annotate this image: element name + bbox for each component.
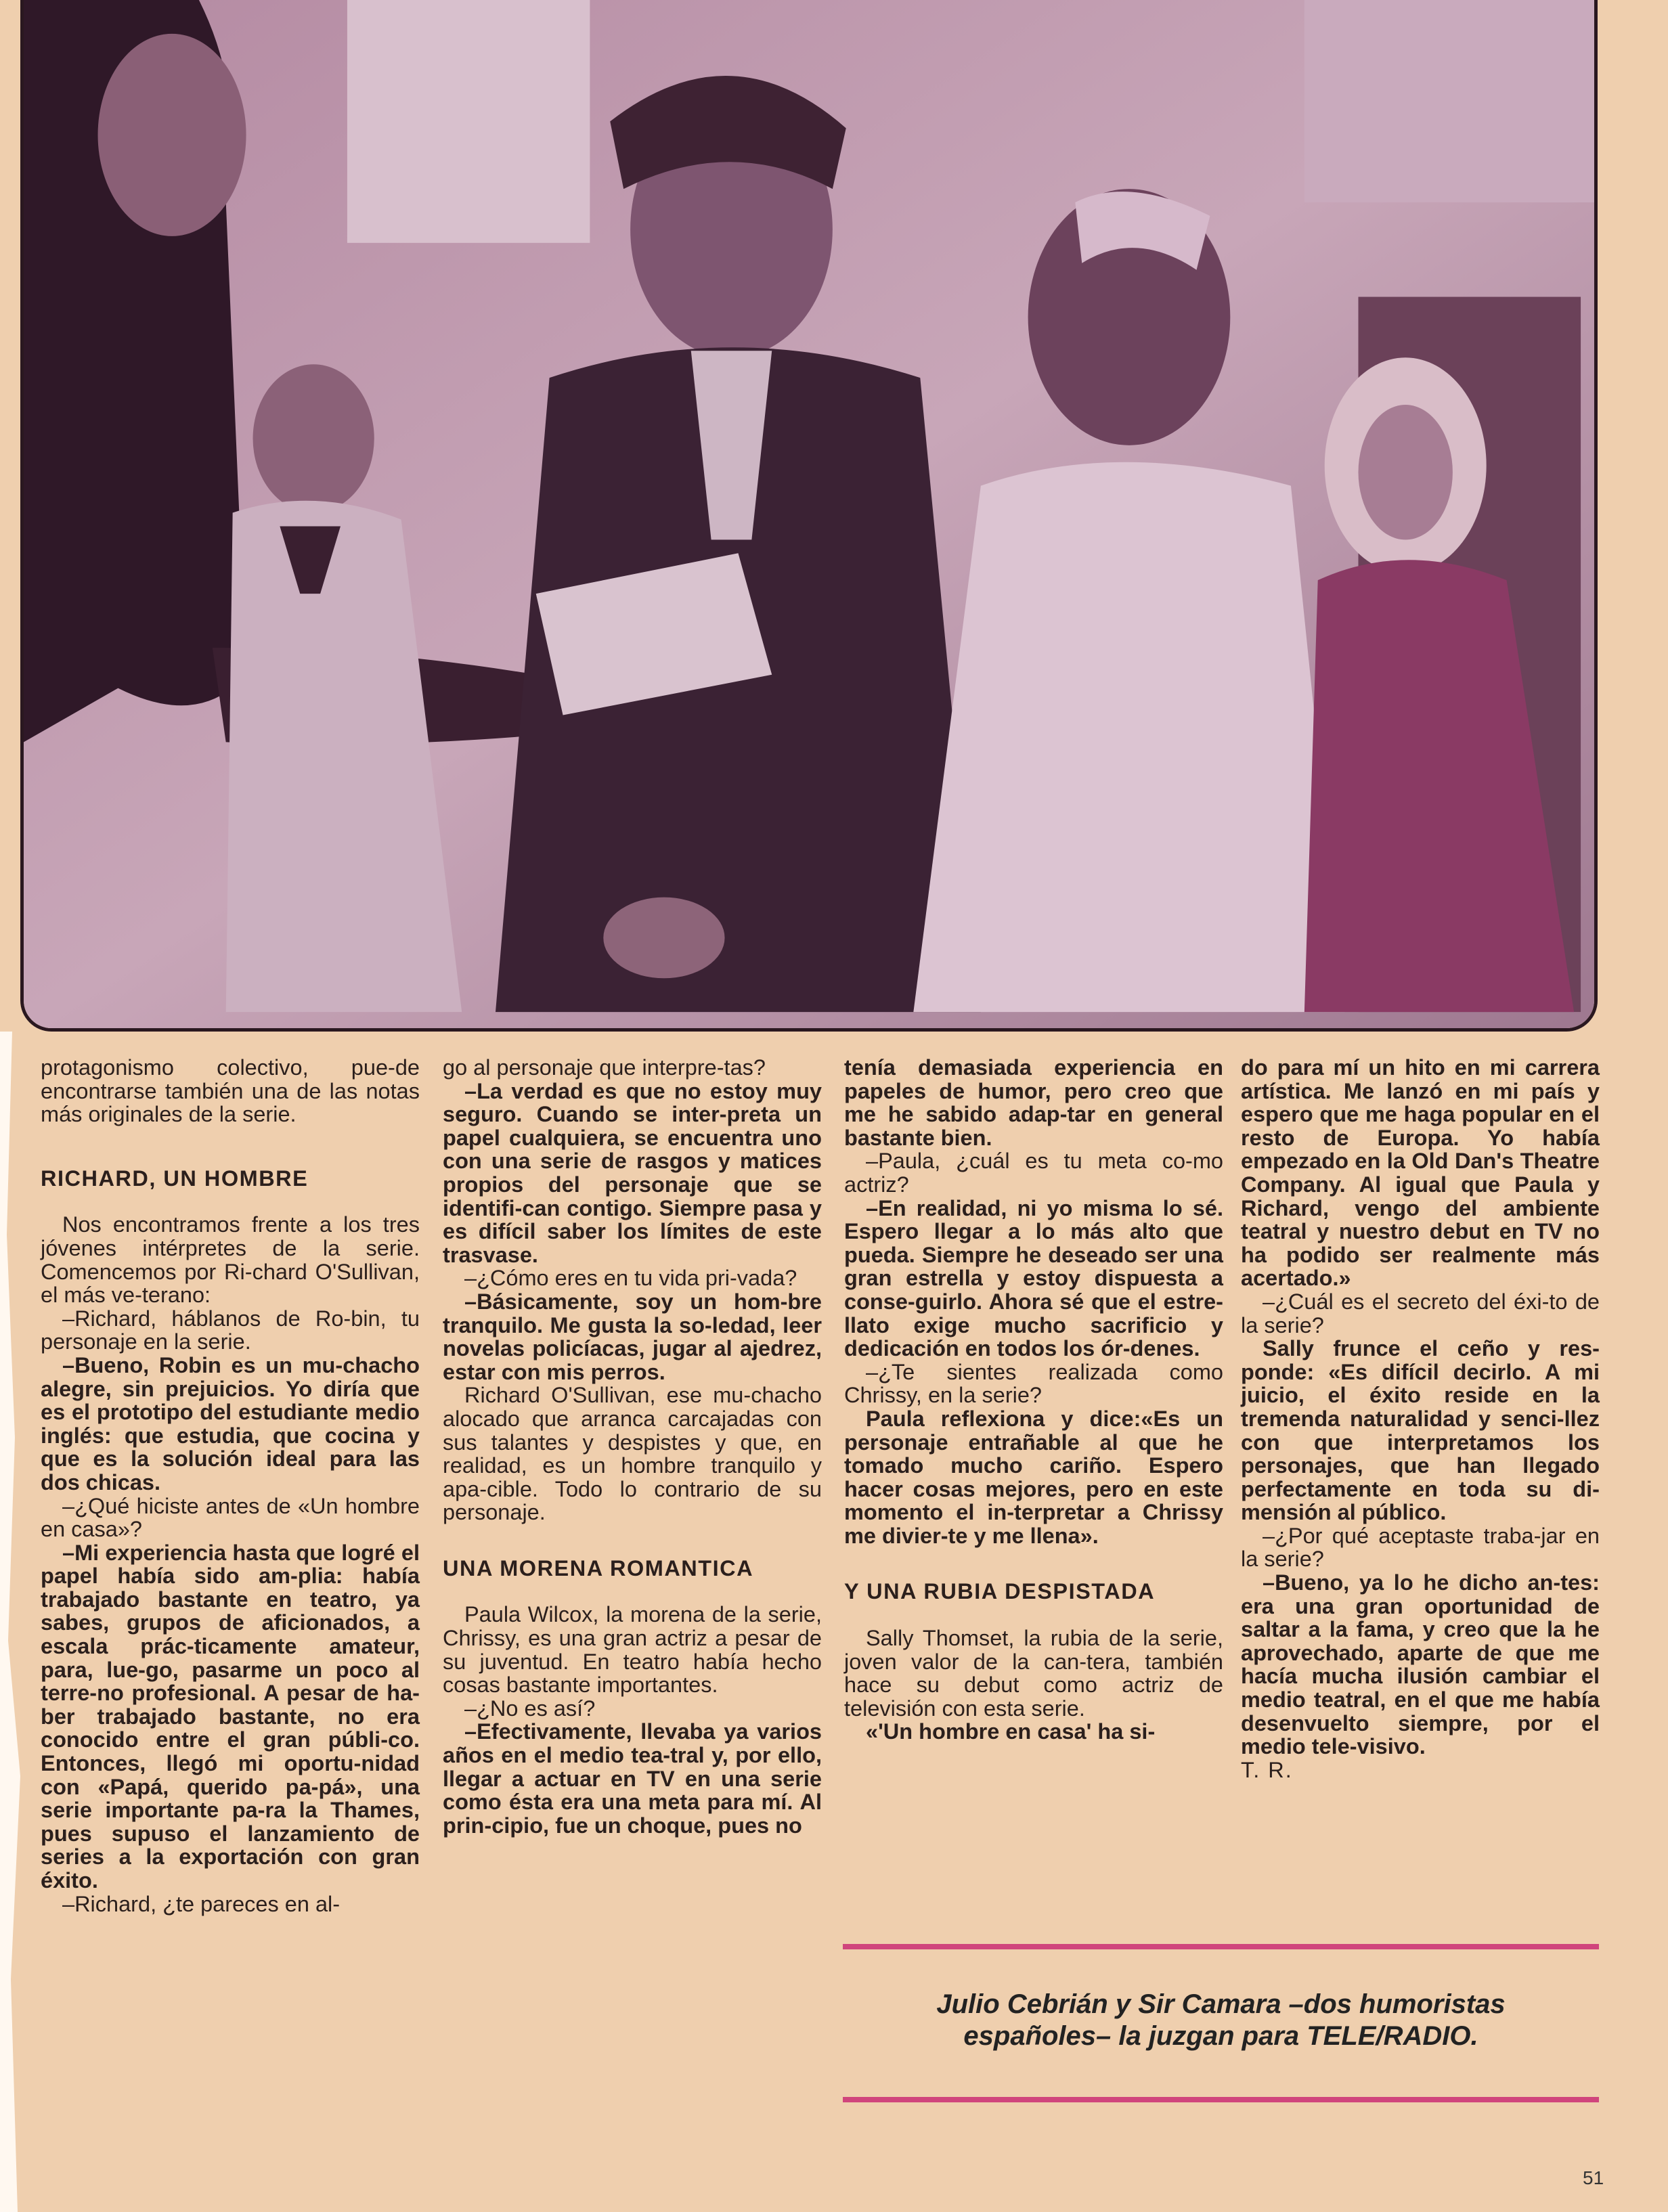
paragraph: Sally frunce el ceño y res-ponde: «Es difícil decirlo. A mi juicio, el éxito reside en la tremenda naturalidad y senci-llez con que interpretamos los personajes, que han llegado perfectamente en toda su di-mensión al público. — [1241, 1336, 1600, 1525]
paragraph: –Básicamente, soy un hom-bre tranquilo. Me gusta la so-ledad, leer novelas policíacas, jugar al ajedrez, estar con mis perros. — [443, 1289, 822, 1384]
torn-edge — [0, 1032, 41, 2212]
boxed-note-line1: Julio Cebrián y Sir Camara –dos humoristas — [936, 1989, 1506, 2019]
paragraph: –Mi experiencia hasta que logré el papel había sido am-plia: había trabajado bastante en teatro, ya sabes, grupos de aficionados, a escala prác-ticamente amateur, para, lue-go, pasarme un poco al terre-no profesional. A pesar de ha-ber trabajado bastante, no era conocido entre el gran públi-co. Entonces, llegó mi oportu-nidad con «Papá, querido pa-pá», una serie importante pa-ra la Thames, pues supuso el lanzamiento de series a la exportación con gran éxito. — [41, 1540, 420, 1893]
wedding-photo — [20, 0, 1598, 1032]
paragraph: protagonismo colectivo, pue-de encontrarse también una de las notas más originales de la serie. — [41, 1055, 420, 1127]
paragraph: do para mí un hito en mi carrera artística. Me lanzó en mi país y espero que me haga popular en el resto de Europa. Yo había empezado en la Old Dan's Theatre Company. Al igual que Paula y Richard, vengo del ambiente teatral y nuestro debut en TV no ha podido ser realmente más acertado.» — [1241, 1055, 1600, 1291]
paragraph: Nos encontramos frente a los tres jóvenes intérpretes de la serie. Comencemos por Ri-chard O'Sullivan, el más ve-terano: — [41, 1212, 420, 1308]
subheading-rubia: Y UNA RUBIA DESPISTADA — [844, 1579, 1156, 1604]
paragraph: –¿Cómo eres en tu vida pri-vada? — [464, 1266, 797, 1291]
paragraph: Richard O'Sullivan, ese mu-chacho alocado que arranca carcajadas con sus talantes y despistes y que, en realidad, es un hombre tranquilo y apa-cible. Todo lo contrario de su personaje. — [443, 1383, 822, 1525]
boxed-note — [843, 1989, 1599, 2052]
paragraph: –Paula, ¿cuál es tu meta co-mo actriz? — [844, 1149, 1223, 1197]
paragraph: –Richard, ¿te pareces en al- — [62, 1891, 341, 1916]
paragraph: –¿Qué hiciste antes de «Un hombre en casa»? — [41, 1493, 420, 1542]
paragraph: Paula Wilcox, la morena de la serie, Chrissy, es una gran actriz a pesar de su juventud. En teatro había hecho cosas bastante importantes. — [443, 1602, 822, 1698]
boxed-note-line2: españoles– la juzgan para TELE/RADIO. — [963, 2021, 1478, 2051]
paragraph: go al personaje que interpre-tas? — [443, 1055, 766, 1080]
wedding-scene-photo-icon — [24, 0, 1594, 1028]
column-2 — [443, 1056, 822, 1837]
paragraph: –Bueno, Robin es un mu-chacho alegre, sin prejuicios. Yo diría que es el prototipo del estudiante medio inglés: que estudia, que cocina y que es la solución ideal para las dos chicas. — [41, 1352, 420, 1495]
paragraph: –¿Cuál es el secreto del éxi-to de la serie? — [1241, 1289, 1600, 1337]
column-3 — [844, 1056, 1223, 1744]
column-4 — [1241, 1056, 1600, 1782]
subheading-richard: RICHARD, UN HOMBRE — [41, 1166, 309, 1191]
paragraph: –En realidad, ni yo misma lo sé. Espero llegar a lo más alto que pueda. Siempre he deseado ser una gran estrella y estoy dispuesta a conse-guirlo. Ahora sé que el estre-llato exige mucho sacrificio y dedicación en todos los ór-denes. — [844, 1195, 1223, 1361]
pink-rule-bottom — [843, 2097, 1599, 2102]
subheading-morena: UNA MORENA ROMANTICA — [443, 1555, 754, 1580]
paragraph: –Richard, háblanos de Ro-bin, tu personaje en la serie. — [41, 1306, 420, 1354]
page-number: 51 — [1583, 2167, 1604, 2188]
pink-rule-top — [843, 1944, 1599, 1949]
paragraph: tenía demasiada experiencia en papeles de humor, pero creo que me he sabido adap-tar en general bastante bien. — [844, 1055, 1223, 1150]
paragraph: –¿No es así? — [464, 1696, 596, 1721]
paragraph: Paula reflexiona y dice:«Es un personaje entrañable al que he tomado mucho cariño. Espero hacer cosas mejores, pero en este momento el in-terpretar a Chrissy me divier-te y me llena». — [844, 1406, 1223, 1548]
column-1 — [41, 1056, 420, 1916]
paragraph: Sally Thomset, la rubia de la serie, joven valor de la can-tera, también hace su debut como actriz de televisión con esta serie. — [844, 1626, 1223, 1721]
paragraph: «'Un hombre en casa' ha si- — [866, 1719, 1156, 1744]
paragraph: –¿Por qué aceptaste traba-jar en la serie? — [1241, 1523, 1600, 1572]
paragraph: –Bueno, ya lo he dicho an-tes: era una gran oportunidad de saltar a la fama, y creo que la he aprovechado, aparte de que me hacía mucha ilusión cambiar el medio teatral, en el que me había desenvuelto siempre, por el medio tele-visivo. — [1241, 1570, 1600, 1759]
paragraph: –La verdad es que no estoy muy seguro. Cuando se inter-preta un papel cualquiera, se encuentra uno con una serie de rasgos y matices propios del personaje que se identifi-can contigo. Siempre pasa y es difícil saber los límites de este trasvase. — [443, 1078, 822, 1267]
paragraph: –¿Te sientes realizada como Chrissy, en la serie? — [844, 1359, 1223, 1408]
author-signature: T. R. — [1241, 1757, 1293, 1782]
paragraph: –Efectivamente, llevaba ya varios años en el medio tea-tral y, por ello, llegar a actuar en TV en una serie como ésta era una meta para mí. Al prin-cipio, fue un choque, pues no — [443, 1719, 822, 1838]
